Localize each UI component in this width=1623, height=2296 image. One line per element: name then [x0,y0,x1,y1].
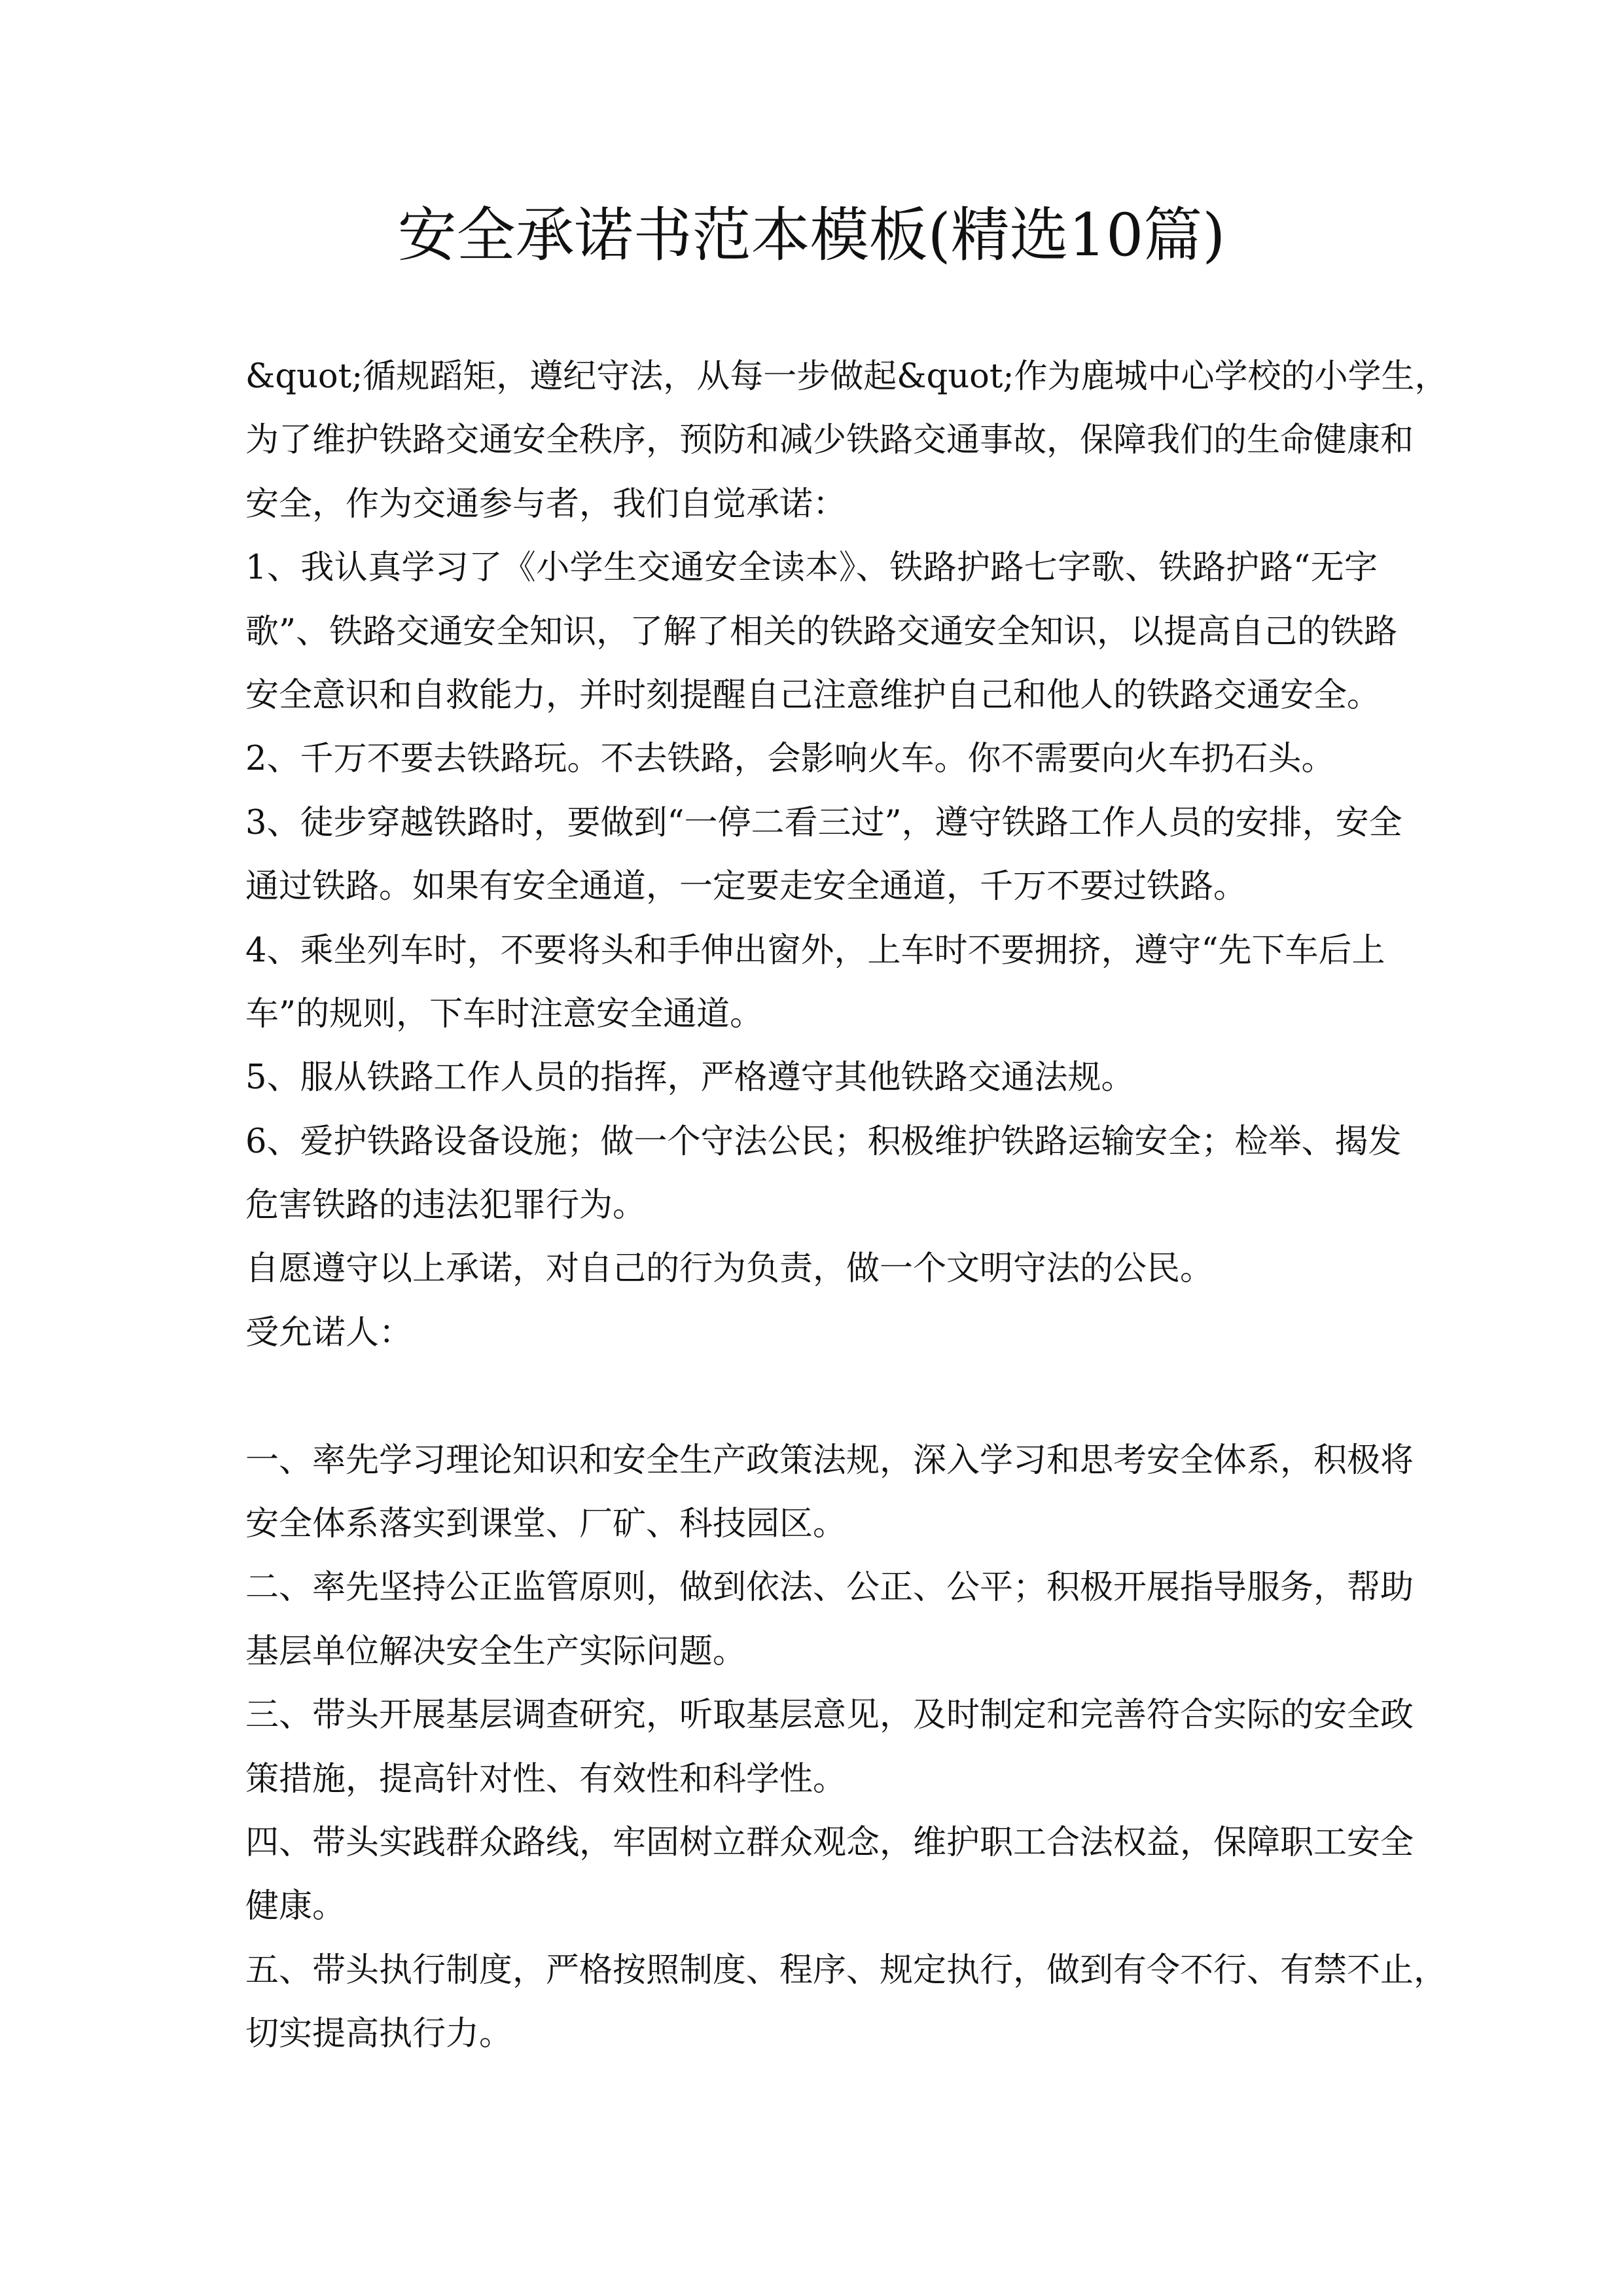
text-line: 安全，作为交通参与者，我们自觉承诺： [245,484,847,524]
text-line: 2、千万不要去铁路玩。不去铁路，会影响火车。你不需要向火车扔石头。 [245,740,1335,779]
document-title: 安全承诺书范本模板(精选10篇) [397,201,1226,270]
text-line: 危害铁路的违法犯罪行为。 [245,1186,647,1225]
text-line: 基层单位解决安全生产实际问题。 [245,1632,747,1671]
text-line: 车”的规则，下车时注意安全通道。 [245,994,764,1033]
text-line: 6、爱护铁路设备设施；做一个守法公民；积极维护铁路运输安全；检举、揭发 [245,1122,1402,1161]
text-line: 受允诺人： [245,1313,413,1352]
text-line: 通过铁路。如果有安全通道，一定要走安全通道，千万不要过铁路。 [245,867,1247,906]
text-line: 五、带头执行制度，严格按照制度、程序、规定执行，做到有令不行、有禁不止， [245,1950,1448,1990]
text-line: 安全体系落实到课堂、厂矿、科技园区。 [245,1505,847,1544]
text-line: 4、乘坐列车时，不要将头和手伸出窗外，上车时不要拥挤，遵守“先下车后上 [245,931,1385,970]
text-line: 1、我认真学习了《小学生交通安全读本》、铁路护路七字歌、铁路护路“无字 [245,548,1378,588]
text-line: 三、带头开展基层调查研究，听取基层意见，及时制定和完善符合实际的安全政 [245,1696,1414,1735]
text-line: 自愿遵守以上承诺，对自己的行为负责，做一个文明守法的公民。 [245,1249,1214,1289]
text-line: 二、率先坚持公正监管原则，做到依法、公正、公平；积极开展指导服务，帮助 [245,1568,1414,1607]
text-line: 安全意识和自救能力，并时刻提醒自己注意维护自己和他人的铁路交通安全。 [245,675,1381,715]
text-line: 3、徒步穿越铁路时，要做到“一停二看三过”，遵守铁路工作人员的安排，安全 [245,803,1402,842]
blank-line [245,1376,1378,1440]
document-body [245,357,1448,2078]
text-line: 为了维护铁路交通安全秩序，预防和减少铁路交通事故，保障我们的生命健康和 [245,421,1414,460]
text-line: 健康。 [245,1887,346,1926]
text-line: 四、带头实践群众路线，牢固树立群众观念，维护职工合法权益，保障职工安全 [245,1823,1414,1862]
text-line: &quot;循规蹈矩，遵纪守法，从每一步做起&quot;作为鹿城中心学校的小学生， [245,357,1448,396]
text-line: 策措施，提高针对性、有效性和科学性。 [245,1759,847,1799]
text-line: 歌”、铁路交通安全知识，了解了相关的铁路交通安全知识，以提高自己的铁路 [245,612,1398,651]
text-line: 5、服从铁路工作人员的指挥，严格遵守其他铁路交通法规。 [245,1058,1135,1098]
text-line: 切实提高执行力。 [245,2015,513,2054]
text-line: 一、率先学习理论知识和安全生产政策法规，深入学习和思考安全体系，积极将 [245,1441,1414,1480]
